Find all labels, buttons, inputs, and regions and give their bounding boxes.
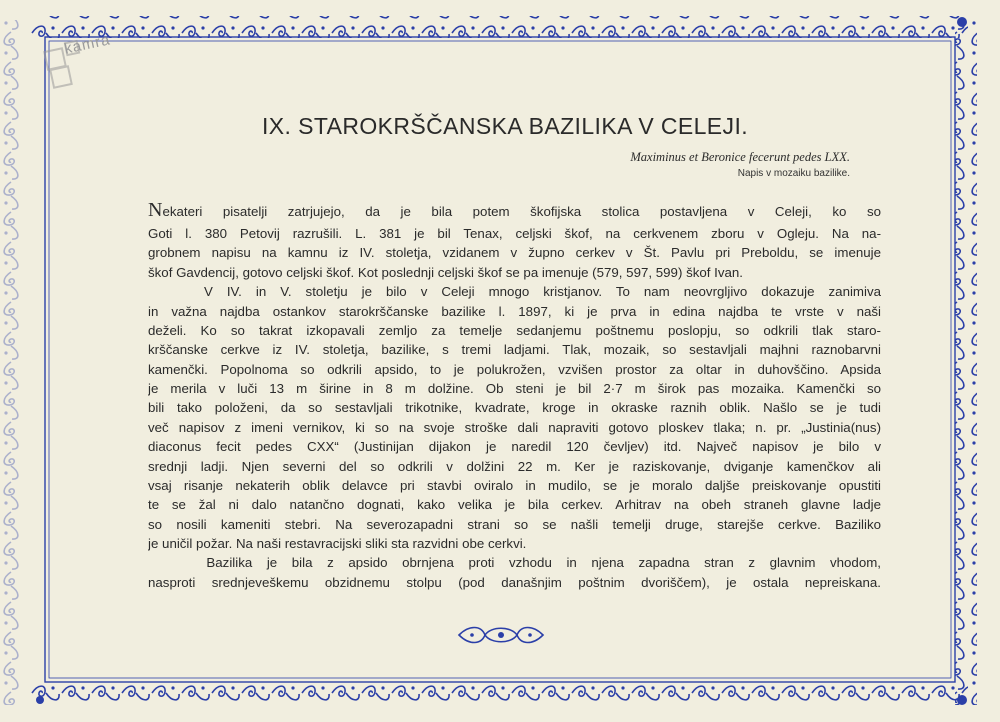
text-line: Goti l. 380 Petovij razrušili. L. 381 je bil Tenax, celjski škof, na cerkvenem zboru v Ogleju. Na na- — [148, 226, 881, 241]
text-line: je merila v luči 13 m širine in 8 m dolžine. Ob steni je bil 2·7 m širok pas mozaika. Kamenčki so — [148, 381, 881, 396]
drop-cap: N — [148, 199, 163, 221]
text-line: vsaj risanje nekaterih oblik delavce pri stavbi oviralo in mudilo, se je moralo daljše preiskovanje opustiti — [148, 477, 881, 493]
text-line: V IV. in V. stoletju je bilo v Celeji mnogo kristjanov. To nam neovrgljivo dokazuje zanimiva — [148, 284, 881, 300]
text-line: in važna najdba ostankov starokrščanske bazilike l. 1897, ki je prva in edina najdba te vrste v naši — [148, 303, 881, 319]
inscription-caption: Napis v mozaiku bazilike. — [737, 168, 850, 179]
watermark-text: kamra — [62, 31, 112, 58]
text-line: je uničil požar. Na naši restavracijski sliki sta razvidni obe cerkvi. — [148, 536, 527, 551]
text-line: kamenčki. Popolnoma so odkrili apsido, to je polukrožen, vzvišen prostor za oltar in duhovščino. Apsida — [148, 361, 881, 377]
text-line: grobnem napisu na kamnu iz IV. stoletja, vzidanem v župno cerkev v Št. Pavlu pri Preboldu, se imenuje — [148, 245, 881, 261]
text-line: nasproti srednjeveškemu obzidnemu stolpu (pod današnjim poštnim dvoriščem), je ostala nepreiskana. — [148, 574, 881, 590]
article-body — [148, 196, 881, 592]
text-line: Nekateri pisatelji zatrjujejo, da je bila potem škofijska stolica postavljena v Celeji, ko so — [148, 199, 881, 221]
page-title: IX. STAROKRŠČANSKA BAZILIKA V CELEJI. — [262, 113, 749, 139]
text-line: več napisov z imeni vernikov, ki so na svoje stroške dali napraviti gotovo ploskev tlaka; n. pr. „Justinia(nus) — [148, 419, 881, 435]
text-line: Bazilika je bila z apsido obrnjena proti vzhodu in njena zapadna stran z glavnim vhodom, — [148, 555, 881, 571]
text-line: diaconus fecit pedes CXX“ (Justinijan dijakon je naredil 120 čevljev) itd. Največ napisov je bilo v — [148, 439, 881, 455]
text-line: bili tako položeni, da so sestavljali trikotnike, kvadrate, kroge in okraske raznih oblik. Našlo se je tudi — [148, 400, 881, 416]
closing-ornament — [455, 622, 547, 648]
text-line: škof Gavdencij, gotovo celjski škof. Kot poslednji celjski škof se pa imenuje (579, 597, 599) škof Ivan. — [148, 264, 743, 280]
text-line: so nosili kameniti stebri. Na severozapadni strani so se našli temelji druge, starejše cerkve. Baziliko — [148, 516, 881, 532]
text-line: te se žal ni dalo natančno dognati, kako velika je bila cerkev. Arhitrav na obeh straneh glavne ladje — [148, 497, 881, 513]
text-line: krščanske cerkve iz IV. stoletja, bazilike, s tremi ladjami. Tlak, mozaik, so sestavljali majhni raznobarvni — [148, 342, 881, 358]
inscription-quote: Maximinus et Beronice fecerunt pedes LXX. — [630, 150, 850, 164]
text-line: deželi. Ko so takrat izkopavali zemljo za temelje sedanjemu poštnemu poslopju, so odkrili tlak staro- — [148, 322, 881, 338]
text-line: srednji ladji. Njen severni del so odkrili v dolžini 22 m. Ker je raziskovanje, dviganje kamenčkov ali — [148, 458, 881, 474]
